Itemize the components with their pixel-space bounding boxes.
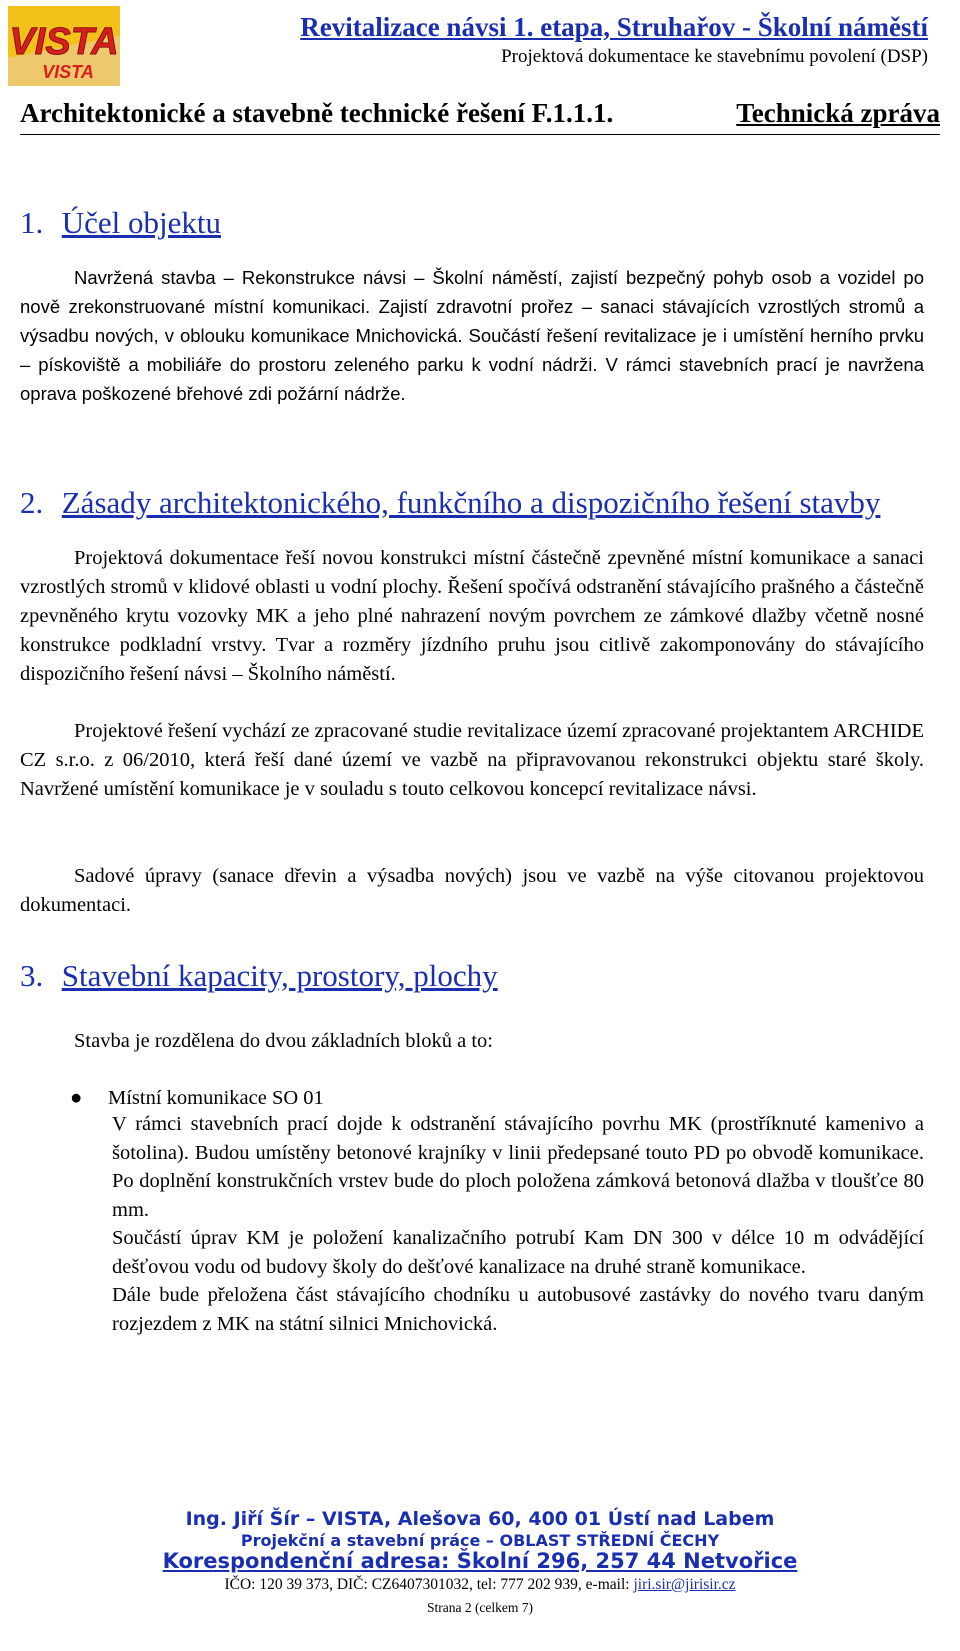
section-2-heading [20,485,880,521]
section-3-paragraph: Dále bude přeložena část stávajícího chodníku u autobusové zastávky do nového tvaru daným rozjezdem z MK na státní silnici Mnichovická. [112,1284,924,1335]
list-item-label: Místní komunikace SO 01 [108,1087,324,1109]
section-number: 2. [20,485,44,520]
section-1-heading [20,205,221,241]
list-item [70,1087,324,1110]
header-divider [20,134,940,135]
section-3-paragraph: V rámci stavebních prací dojde k odstranění stávajícího povrhu MK (prostříknuté kamenivo a šotolina). Budou umístěny betonové krajníky v linii předepsané touto PD po obvodě komunikace. Po doplnění konstrukčních vrstev bude do ploch položena zámková betonová dlažba v tloušťce 80 mm. [112,1113,924,1221]
footer-contact-text: IČO: 120 39 373, DIČ: CZ6407301032, tel: 777 202 939, e-mail: [224,1576,634,1593]
section-number: 3. [20,958,44,993]
section-3-intro: Stavba je rozdělena do dvou základních bloků a to: [74,1030,493,1052]
section-2-paragraph: Sadové úpravy (sanace dřevin a výsadba nových) jsou ve vazbě na výše citovanou projektovou dokumentaci. [20,865,924,916]
page-number: Strana 2 (celkem 7) [426,1600,534,1615]
footer-email-link[interactable]: jiri.sir@jirisir.cz [633,1576,736,1593]
section-header-right: Technická zpráva [736,98,940,128]
footer-region: Projekční a stavební práce – OBLAST STŘEDNÍ ČECHY [240,1531,720,1550]
svg-text:VISTA: VISTA [42,62,94,82]
section-2-paragraph: Projektové řešení vychází ze zpracované studie revitalizace území zpracované projektantem ARCHIDE CZ s.r.o. z 06/2010, která řeší dané území ve vazbě na připravovanou rekonstrukci objektu staré školy. Navržené umístění komunikace je v souladu s touto celkovou koncepcí revitalizace návsi. [20,720,924,800]
section-3-heading [20,958,498,994]
section-header-left: Architektonické a stavebně technické řešení F.1.1.1. [20,98,614,128]
footer-address: Korespondenční adresa: Školní 296, 257 44 Netvořice [162,1549,798,1573]
section-number: 1. [20,205,44,240]
section-title: Stavební kapacity, prostory, plochy [61,958,498,993]
section-1-paragraph: Navržená stavba – Rekonstrukce návsi – Školní náměstí, zajistí bezpečný pohyb osob a vozidel po nově zrekonstruované místní komunikaci. Zajistí zdravotní prořez – sanaci stávajících vzrostlých stromů a výsadbu nových, v oblouku komunikace Mnichovická. Součástí řešení revitalizace je i umístění herního prvku – pískoviště a mobiliáře do prostoru zeleného parku k vodní nádrži. V rámci stavebních prací je navržena oprava poškozené břehové zdi požární nádrže. [20,267,924,404]
project-subtitle: Projektová dokumentace ke stavebnímu povolení (DSP) [501,46,928,67]
section-2-paragraph: Projektová dokumentace řeší novou konstrukci místní částečně zpevněné místní komunikace a sanaci vzrostlých stromů v klidové oblasti u vodní plochy. Řešení spočívá odstranění stávajícího prašného a částečně zpevněného krytu vozovky MK a jeho plné nahrazení novým povrchem ze zámkové dlažby včetně nosné konstrukce podkladní vrstvy. Tvar a rozměry jízdního pruhu jsou citlivě zakomponovány do stávajícího dispozičního řešení návsi – Školního náměstí. [20,547,924,685]
logo-text: VISTA [9,21,119,63]
bullet-icon: ● [70,1087,83,1109]
footer-company: Ing. Jiří Šír – VISTA, Alešova 60, 400 01 Ústí nad Labem [185,1508,775,1530]
section-3-details [112,1110,924,1338]
footer-contacts [0,1576,960,1594]
vista-logo [8,6,120,86]
section-3-paragraph: Součástí úprav KM je položení kanalizačního potrubí Kam DN 300 v délce 10 m odvádějící dešťovou vodu od budovy školy do dešťové kanalizace na druhé straně komunikace. [112,1227,924,1278]
project-title: Revitalizace návsi 1. etapa, Struhařov - Školní náměstí [300,12,928,42]
section-title: Zásady architektonického, funkčního a dispozičního řešení stavby [61,485,881,520]
section-header [20,98,940,129]
section-title: Účel objektu [61,205,222,240]
